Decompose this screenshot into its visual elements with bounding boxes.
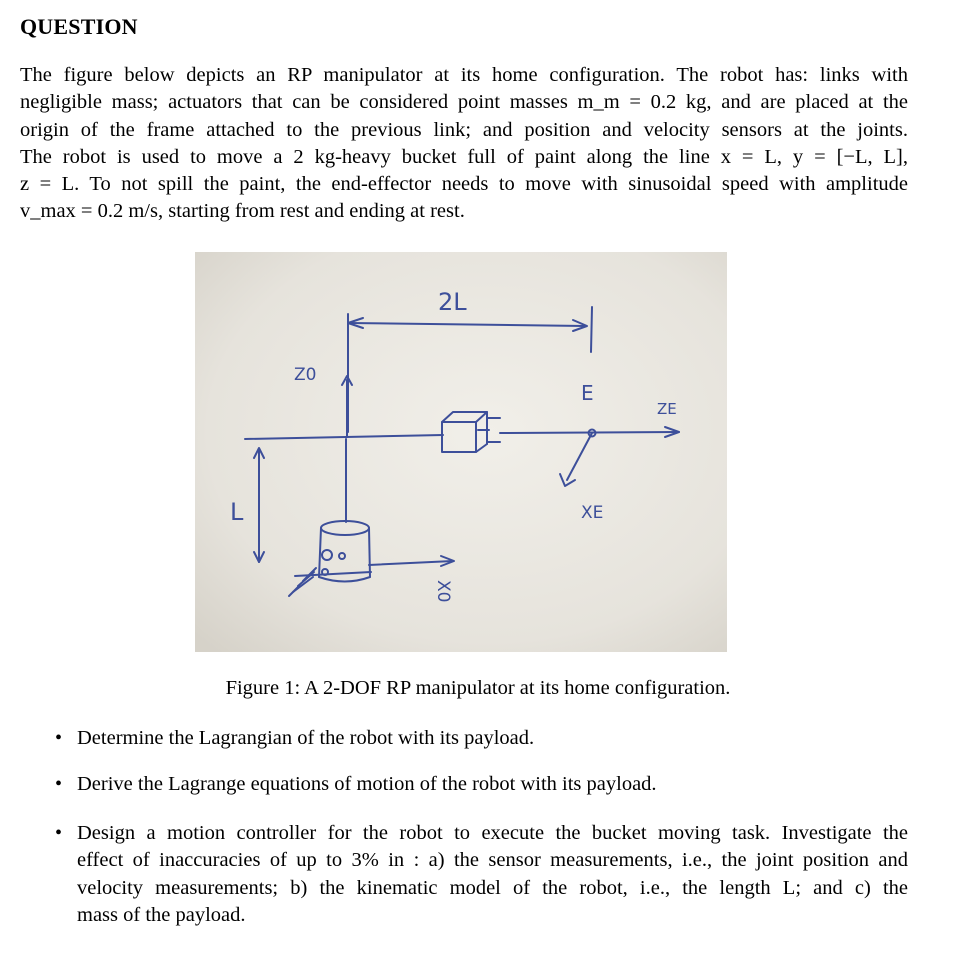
question-heading: QUESTION bbox=[20, 14, 138, 39]
label-l: L bbox=[230, 498, 244, 526]
problem-statement bbox=[20, 62, 908, 226]
label-x0: X0 bbox=[433, 580, 453, 603]
task-line: Determine the Lagrangian of the robot with its payload. bbox=[77, 727, 535, 749]
manipulator-sketch-photo bbox=[195, 252, 727, 652]
task-line: mass of the payload. bbox=[77, 903, 246, 926]
bullet-icon: • bbox=[55, 822, 63, 844]
label-xe: XE bbox=[581, 503, 604, 523]
statement-line: The figure below depicts an RP manipulator at its home configuration. The robot has: links with bbox=[20, 64, 908, 86]
statement-line: negligible mass; actuators that can be considered point masses m_m = 0.2 kg, and are placed at the bbox=[20, 91, 908, 114]
statement-line: origin of the frame attached to the previous link; and position and velocity sensors at the joints. bbox=[20, 118, 908, 141]
label-ze: ZE bbox=[657, 400, 677, 418]
label-2l: 2L bbox=[438, 288, 467, 316]
bullet-icon: • bbox=[55, 773, 63, 795]
label-e: E bbox=[581, 381, 594, 405]
task-line: effect of inaccuracies of up to 3% in : a) the sensor measurements, i.e., the joint position and bbox=[77, 849, 908, 872]
task-line: Design a motion controller for the robot to execute the bucket moving task. Investigate the bbox=[77, 822, 908, 844]
label-z0: Z0 bbox=[294, 365, 317, 385]
figure-caption: Figure 1: A 2-DOF RP manipulator at its home configuration. bbox=[225, 677, 731, 699]
task-line: velocity measurements; b) the kinematic model of the robot, i.e., the length L; and c) the bbox=[77, 876, 908, 899]
statement-line: v_max = 0.2 m/s, starting from rest and ending at rest. bbox=[20, 200, 465, 223]
statement-line: The robot is used to move a 2 kg-heavy bucket full of paint along the line x = L, y = [−L, L], bbox=[20, 145, 908, 168]
statement-line: z = L. To not spill the paint, the end-effector needs to move with sinusoidal speed with amplitude bbox=[20, 173, 908, 196]
task-line: Derive the Lagrange equations of motion of the robot with its payload. bbox=[77, 773, 657, 795]
bullet-icon: • bbox=[55, 727, 63, 749]
